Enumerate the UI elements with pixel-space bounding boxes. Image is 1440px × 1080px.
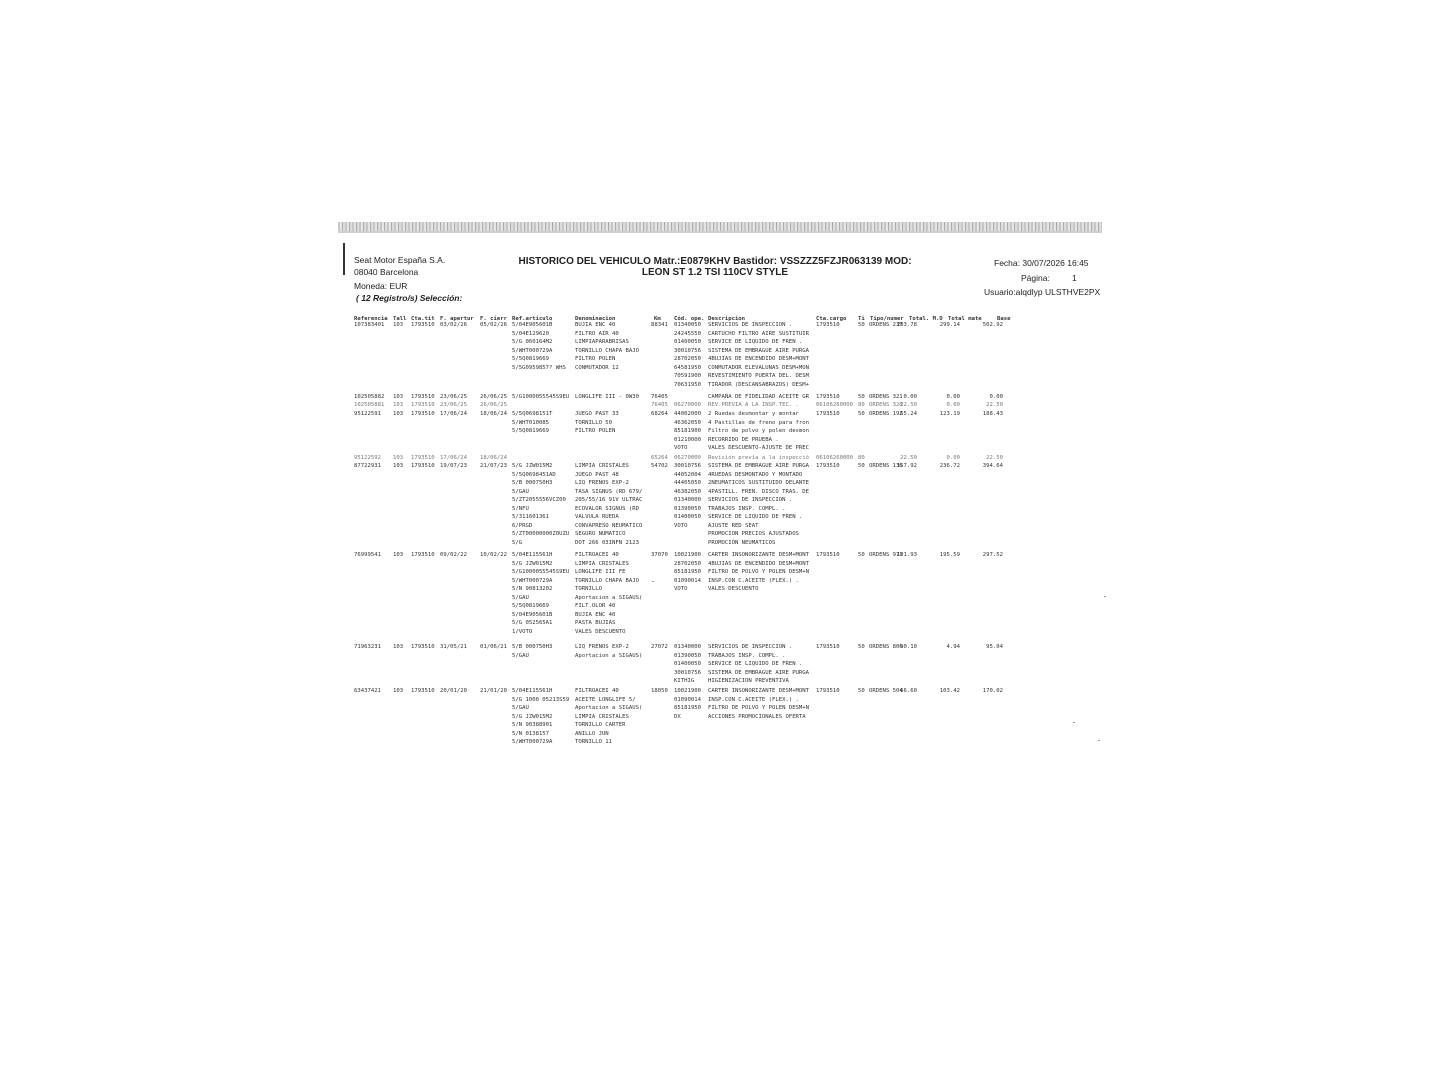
record-desc-line: SERVICE DE LIQUIDO DE FREN . (708, 514, 803, 521)
record-base: 95.04 (986, 644, 1003, 650)
page-label: Página: (1021, 273, 1050, 283)
record-ctacargo: 1793510 (816, 552, 840, 558)
record-ctatit: 1793510 (411, 644, 435, 650)
record-desc-line: RECORRIDO DE PRUEBA . (708, 436, 779, 443)
record-code-line: VOTO (674, 445, 688, 452)
record-ref-line: 5/N 0138157 (512, 730, 550, 737)
record-totalmo: 65.24 (900, 411, 917, 417)
record-tipo: ORDENS 321 (869, 394, 903, 400)
record-denom-line: PASTA BUJIAS (575, 620, 616, 627)
record-ref-line: 5/NFU (512, 505, 529, 512)
record-code-line: 28702050 (674, 356, 701, 363)
record-desc-line: CAMPAÑA DE FIDELIDAD ACEITE GR (708, 394, 810, 400)
record-referencia: 102505882 (354, 394, 385, 400)
record-km: 27072 (651, 644, 668, 650)
record-code-line: 85181950 (674, 705, 701, 712)
record-code-line: VOTO (674, 522, 688, 529)
record-desc-line: TRABAJOS INSP. COMPL. . (708, 505, 786, 512)
record-ti: 50 (858, 688, 865, 694)
record-ti: 80 (858, 402, 865, 408)
record-ref-line: 5/WHT000729A (512, 739, 553, 746)
record-code-line: 01400050 (674, 514, 701, 521)
record-ctacargo: 06106260000 (816, 402, 854, 408)
record-denom-line: FILTRO POLEN (575, 428, 616, 435)
record-fcierr: 21/01/20 (480, 688, 507, 694)
record-denom-line: FILT.OLOR 40 (575, 603, 616, 610)
record-ref-line: 5/G 060164M2 (512, 339, 553, 346)
record-km: 54702 (651, 463, 668, 469)
record-totalmo: 203.78 (896, 322, 917, 328)
record-ref-line: 5/5Q0698151T (512, 411, 553, 417)
record-code-line: 30010756 (674, 669, 701, 676)
record-denom-line: LIMPIA CRISTALES (575, 560, 629, 567)
record-fcierr: 26/06/25 (480, 394, 507, 400)
record-desc-line: AJUSTE RED SEAT (708, 522, 759, 529)
record-ref-line: 5/WHT010085 (512, 419, 550, 426)
record-base: 22.50 (986, 455, 1003, 461)
record-code-line: 01090014 (674, 696, 701, 703)
record-totalmate: 0.00 (946, 455, 960, 461)
record-totalmo: 22.50 (900, 402, 917, 408)
record-denom-line: SEGURO NUMATICO (575, 531, 626, 538)
record-fapertur: 20/01/20 (440, 688, 467, 694)
record-ctacargo: 1793510 (816, 322, 840, 328)
record-referencia: 107383401 (354, 322, 385, 328)
record-fcierr: 18/06/24 (480, 455, 507, 461)
record-ref-line: 5/04E905601B (512, 322, 553, 328)
record-totalmo: 66.60 (900, 688, 917, 694)
scan-speck (1098, 740, 1100, 741)
record-ref-line: 5/G1000055545S9EU (512, 569, 570, 576)
record-fapertur: 31/05/21 (440, 644, 467, 650)
record-code-line: 44405050 (674, 480, 701, 487)
record-desc-line: Revisión previa a la inspecció (708, 455, 810, 461)
record-code-line: 24245550 (674, 330, 701, 337)
record-desc-line: CONMUTADOR ELEVALUNAS DESM+MON (708, 364, 810, 371)
record-tall: 103 (393, 552, 404, 558)
record-ti: 50 (858, 463, 865, 469)
record-desc-line: SERVICIOS DE INSPECCION . (708, 322, 793, 328)
record-denom-line: VALES DESCUENTO (575, 628, 626, 635)
record-km: 37070 (651, 552, 668, 558)
record-denom-line: VALVULA RUEDA (575, 514, 619, 521)
record-desc-line: TIRADOR (DESCANSABRAZOS) DESM+ (708, 381, 810, 388)
record-ref-line: 5/G1000055545S9EU (512, 394, 570, 400)
record-desc-line: CARTER INSONORIZANTE DESM+MONT (708, 688, 810, 694)
record-totalmate: 0.00 (946, 394, 960, 400)
record-ctatit: 1793510 (411, 411, 435, 417)
record-ctacargo: 1793510 (816, 394, 840, 400)
record-code-line: 85181950 (674, 569, 701, 576)
record-tipo: ORDENS 971 (869, 552, 903, 558)
record-code-line: 01400050 (674, 339, 701, 346)
col-f-cierr: F. cierr (480, 316, 507, 322)
record-ref-line: 5/G 1000 05213S59 (512, 696, 570, 703)
record-desc-line: SISTEMA DE EMBRAGUE AIRE PURGA (708, 347, 810, 354)
record-fapertur: 23/06/25 (440, 402, 467, 408)
record-totalmo: 22.50 (900, 455, 917, 461)
record-code-line: 01390050 (674, 652, 701, 659)
page-number: 1 (1072, 273, 1077, 283)
record-desc-line: 2 Ruedas desmontar y montar (708, 411, 799, 417)
col-total-mate: Total mate (948, 316, 982, 322)
record-base: 297.52 (982, 552, 1003, 558)
record-denom-line: LIQ FRENOS EXP-2 (575, 480, 629, 487)
record-fcierr: 18/06/24 (480, 411, 507, 417)
record-fcierr: 05/02/26 (480, 322, 507, 328)
record-desc-line: REVESTIMIENTO PUERTA DEL. DESM (708, 373, 810, 380)
record-ctatit: 1793510 (411, 394, 435, 400)
record-denom-line: 205/55/16 91V ULTRAC (575, 497, 643, 504)
record-totalmate: 123.19 (939, 411, 960, 417)
record-denom-line: BUJIA ENC 40 (575, 611, 616, 618)
record-ref-line: 5/GAU (512, 705, 529, 712)
record-ref-line: 5/N 90388901 (512, 722, 553, 729)
record-denom-line: TORNILLO (575, 586, 602, 593)
record-tall: 103 (393, 411, 404, 417)
record-totalmo: 0.00 (903, 394, 917, 400)
record-tall: 103 (393, 402, 404, 408)
record-fcierr: 26/06/25 (480, 402, 507, 408)
scan-speck (652, 581, 654, 582)
record-base: 394.64 (982, 463, 1003, 469)
record-tall: 103 (393, 455, 404, 461)
record-referencia: 87722931 (354, 463, 381, 469)
record-denom-line: LIMPIAPARABRISAS (575, 339, 629, 346)
record-tipo: ORDENS 806 (869, 644, 903, 650)
record-tipo: ORDENS 136 (869, 463, 903, 469)
record-denom-line: FILTRO POLEN (575, 356, 616, 363)
record-ref-line: 5/04E129620 (512, 330, 550, 337)
record-fcierr: 21/07/23 (480, 463, 507, 469)
record-denom-line: FILTRO AIR 40 (575, 330, 619, 337)
col-referencia: Referencia (354, 316, 388, 322)
record-ref-line: 5/5G0959857? WHS (512, 364, 566, 371)
record-denom-line: TORNILLO 11 (575, 739, 613, 746)
record-fapertur: 19/07/23 (440, 463, 467, 469)
record-tall: 103 (393, 394, 404, 400)
record-ctacargo: 1793510 (816, 688, 840, 694)
record-desc-line: TRABAJOS INSP. COMPL. . (708, 652, 786, 659)
record-desc-line: SERVICE DE LIQUIDO DE FREN . (708, 661, 803, 668)
col-descripcion: Descripcion (708, 316, 746, 322)
record-denom-line: TASA SIGNUS (RD 679/ (575, 488, 643, 495)
record-base: 502.92 (982, 322, 1003, 328)
record-ref-line: 5/311601361 (512, 514, 550, 521)
record-denom-line: TORNILLO 50 (575, 419, 613, 426)
record-ctacargo: 1793510 (816, 644, 840, 650)
record-totalmate: 4.94 (946, 644, 960, 650)
record-desc-line: FILTRO DE POLVO Y POLEN DESM+N (708, 705, 810, 712)
record-tipo: ORDENS 237 (869, 322, 903, 328)
record-ref-line: 5/WHT000729A (512, 577, 553, 584)
col-ti: Ti (858, 316, 865, 322)
record-tipo: ORDENS 504 (869, 688, 903, 694)
record-totalmo: 90.10 (900, 644, 917, 650)
record-code-line: 01340050 (674, 322, 701, 328)
record-code-line: VOTO (674, 586, 688, 593)
record-code-line: 10021900 (674, 688, 701, 694)
record-totalmate: 0.00 (946, 402, 960, 408)
record-desc-line: REV.PREVIA A LA INSP.TEC. . (708, 402, 799, 408)
col-ref-articulo: Ref.articulo (512, 316, 553, 322)
record-ref-line: 5/5Q0819669 (512, 356, 550, 363)
record-ref-line: 5/G (512, 539, 523, 546)
company-name: Seat Motor España S.A. (354, 255, 446, 265)
user-label: Usuario:alqdlyp ULSTHVE2PX (984, 287, 1101, 297)
record-referencia: 102505881 (354, 402, 385, 408)
record-ref-line: 5/WHT000729A (512, 347, 553, 354)
record-ti: 50 (858, 411, 865, 417)
record-ctatit: 1793510 (411, 322, 435, 328)
record-km: 65264 (651, 455, 668, 461)
col-km: Km (654, 316, 661, 322)
col-denominacion: Denominacion (575, 316, 616, 322)
record-denom-line: TORNILLO CHAPA BAJO (575, 577, 639, 584)
record-totalmate: 195.59 (939, 552, 960, 558)
col-total-mo: Total. M.O (909, 316, 943, 322)
record-referencia: 95122592 (354, 455, 381, 461)
record-code-line: 46382050 (674, 488, 701, 495)
record-tipo: ORDENS 192 (869, 411, 903, 417)
title-line-2: LEON ST 1.2 TSI 110CV STYLE (641, 267, 789, 278)
record-denom-line: Aportacion a SIGAUS( (575, 705, 643, 712)
record-base: 22.50 (986, 402, 1003, 408)
col-cta-cargo: Cta.cargo (816, 316, 847, 322)
record-code-line: 85181900 (674, 428, 701, 435)
record-ref-line: 5/GAU (512, 488, 529, 495)
col-cod-ope: Cód. ope. (674, 316, 705, 322)
record-km: 76405 (651, 402, 668, 408)
record-ref-line: 5/G JZW015M2 (512, 560, 553, 567)
record-base: 0.00 (989, 394, 1003, 400)
report-date: Fecha: 30/07/2026 16:45 (994, 258, 1089, 268)
record-base: 170.02 (982, 688, 1003, 694)
record-denom-line: ECOVALOR SIGNUS (RD (575, 505, 639, 512)
record-fapertur: 17/06/24 (440, 411, 467, 417)
record-denom-line: DOT 266 03INFN 2123 (575, 539, 639, 546)
record-totalmate: 299.14 (939, 322, 960, 328)
record-base: 188.43 (982, 411, 1003, 417)
record-km: 18050 (651, 688, 668, 694)
record-denom-line: LONGLIFE III - 0W30 (575, 394, 639, 400)
record-code-line: 46362050 (674, 419, 701, 426)
record-tall: 103 (393, 322, 404, 328)
record-denom-line: ACEITE LONGLIFE 5/ (575, 696, 636, 703)
title-line-1: HISTORICO DEL VEHICULO Matr.:E0879KHV Bastidor: VSSZZZ5FZJR063139 MOD: (518, 256, 912, 267)
record-desc-line: VALES DESCUENTO-AJUSTE DE PREC (708, 445, 810, 452)
record-desc-line: 4BUJIAS DE ENCENDIDO DESM+MONT (708, 560, 810, 567)
record-code-line: 01340000 (674, 497, 701, 504)
record-totalmate: 103.42 (939, 688, 960, 694)
record-ref-line: 6/PRGD (512, 522, 533, 529)
record-ctatit: 1793510 (411, 455, 435, 461)
record-ref-line: 5/G 052565A1 (512, 620, 553, 627)
record-denom-line: TORNILLO CHAPA BAJO (575, 347, 639, 354)
record-fapertur: 03/02/26 (440, 322, 467, 328)
record-ti: 50 (858, 394, 865, 400)
record-totalmate: 236.72 (939, 463, 960, 469)
record-desc-line: 4BUJIAS DE ENCENDIDO DESM+MONT (708, 356, 810, 363)
record-ctatit: 1793510 (411, 552, 435, 558)
record-km: 88341 (651, 322, 668, 328)
record-ref-line: 5/N 90813202 (512, 586, 553, 593)
record-denom-line: JUEGO PAST 48 (575, 471, 619, 478)
record-code-line: 01210000 (674, 436, 701, 443)
record-desc-line: Filtro de polvo y polen desmon (708, 428, 810, 435)
page-left-border (343, 243, 345, 275)
record-denom-line: CONVAPRESO NEUMATICO (575, 522, 643, 529)
col-f-apertur: F. apertur (440, 316, 474, 322)
record-desc-line: VALES DESCUENTO (708, 586, 759, 593)
record-referencia: 95122591 (354, 411, 381, 417)
record-ti: 50 (858, 644, 865, 650)
record-desc-line: 4 Pastillas de freno para fron (708, 419, 810, 426)
record-ctacargo: 1793510 (816, 411, 840, 417)
record-tall: 103 (393, 688, 404, 694)
record-desc-line: SISTEMA DE EMBRAGUE AIRE PURGA (708, 669, 810, 676)
record-km: 76405 (651, 394, 668, 400)
record-denom-line: LIMPIA CRISTALES (575, 713, 629, 720)
record-ctatit: 1793510 (411, 463, 435, 469)
record-code-line: 28702050 (674, 560, 701, 567)
record-tall: 103 (393, 463, 404, 469)
record-ref-line: 5/GAU (512, 594, 529, 601)
record-ti: 50 (858, 322, 865, 328)
currency-label: Moneda: EUR (354, 281, 408, 291)
record-code-line: 06270000 (674, 455, 701, 461)
record-code-line: 01340000 (674, 644, 701, 650)
record-code-line: 44052004 (674, 471, 701, 478)
record-ctacargo: 06106260000 (816, 455, 854, 461)
scan-speck (1104, 596, 1106, 597)
record-referencia: 63437421 (354, 688, 381, 694)
record-referencia: 76999541 (354, 552, 381, 558)
scan-top-edge-line (338, 231, 1102, 233)
record-code-line: 10021900 (674, 552, 701, 558)
record-code-line: 01400050 (674, 661, 701, 668)
record-ref-line: 5/04E115561H (512, 552, 553, 558)
selection-label: ( 12 Registro/s) Selección: (356, 293, 463, 303)
record-tipo: ORDENS 320 (869, 402, 903, 408)
record-ref-line: 5/B 000750H3 (512, 644, 553, 650)
record-desc-line: CARTUCHO FILTRO AIRE SUSTITUIR (708, 330, 810, 337)
record-denom-line: TORNILLO CARTER (575, 722, 626, 729)
record-desc-line: 4PASTILL. FREN. DISCO TRAS. DE (708, 488, 810, 495)
record-desc-line: FILTRO DE POLVO Y POLEN DESM+N (708, 569, 810, 576)
record-code-line: 70591900 (674, 373, 701, 380)
record-desc-line: ACCIONES PROMOCIONALES OFERTA (708, 713, 806, 720)
record-totalmo: 101.93 (896, 552, 917, 558)
record-code-line: 01390050 (674, 505, 701, 512)
record-denom-line: LIMPIA CRISTALES (575, 463, 629, 469)
record-code-line: 70631950 (674, 381, 701, 388)
record-desc-line: SISTEMA DE EMBRAGUE AIRE PURGA (708, 463, 810, 469)
record-totalmo: 157.92 (896, 463, 917, 469)
record-ref-line: 5/G JZW015M2 (512, 463, 553, 469)
record-denom-line: CONMUTADOR 12 (575, 364, 619, 371)
record-denom-line: FILTROACEI 40 (575, 688, 619, 694)
record-denom-line: Aportacion a SIGAUS( (575, 594, 643, 601)
scan-speck (1073, 722, 1075, 723)
record-denom-line: Aportacion a SIGAUS( (575, 652, 643, 659)
record-fapertur: 09/02/22 (440, 552, 467, 558)
record-ref-line: 5/5Q0698451AD (512, 471, 556, 478)
page-title (500, 256, 930, 278)
record-denom-line: LONGLIFE III FE (575, 569, 626, 576)
record-fapertur: 17/06/24 (440, 455, 467, 461)
col-base: Base (997, 316, 1011, 322)
record-fapertur: 23/06/25 (440, 394, 467, 400)
record-ref-line: 5/G JZW015M2 (512, 713, 553, 720)
record-ctacargo: 1793510 (816, 463, 840, 469)
record-code-line: 64581950 (674, 364, 701, 371)
record-ref-line: 5/GAU (512, 652, 529, 659)
record-code-line: 44002000 (674, 411, 701, 417)
company-city: 08040 Barcelona (354, 267, 419, 277)
record-denom-line: ANILLO JUN (575, 730, 609, 737)
record-ti: 80 (858, 455, 865, 461)
record-km: 68264 (651, 411, 668, 417)
record-referencia: 71963231 (354, 644, 381, 650)
record-desc-line: PROMOCION PRECIOS AJUSTADOS (708, 531, 799, 538)
record-ctatit: 1793510 (411, 688, 435, 694)
record-denom-line: FILTROACEI 40 (575, 552, 619, 558)
record-desc-line: 4RUEDAS DESMONTADO Y MONTADO (708, 471, 803, 478)
record-code-line: 01090014 (674, 577, 701, 584)
record-ref-line: 5/B 000750H3 (512, 480, 553, 487)
record-tall: 103 (393, 644, 404, 650)
col-tipo-numer: Tipo/numer (870, 316, 904, 322)
col-tall: Tall (393, 316, 407, 322)
record-desc-line: SERVICIOS DE INSPECCION . (708, 644, 793, 650)
record-code-line: KITHIG (674, 678, 695, 685)
record-desc-line: CARTER INSONORIZANTE DESM+MONT (708, 552, 810, 558)
record-ref-line: 5/ZT2055556VCZ00 (512, 497, 566, 504)
record-ref-line: 5/ZT00000000Z0UZU (512, 531, 570, 538)
record-fcierr: 01/06/21 (480, 644, 507, 650)
record-fcierr: 10/02/22 (480, 552, 507, 558)
record-code-line: 30010756 (674, 463, 701, 469)
record-desc-line: SERVICIOS DE INSPECCION . (708, 497, 793, 504)
record-desc-line: HIGIENIZACION PREVENTIVA (708, 678, 789, 685)
record-ref-line: 5/5Q0819669 (512, 603, 550, 610)
record-ref-line: 5/5Q0819669 (512, 428, 550, 435)
col-cta-tit: Cta.tit (411, 316, 435, 322)
record-desc-line: INSP.CON C.ACEITE (FLEX.) . (708, 577, 799, 584)
record-denom-line: JUEGO PAST 33 (575, 411, 619, 417)
record-code-line: 06270000 (674, 402, 701, 408)
scan-top-edge (338, 222, 1102, 231)
record-denom-line: LIQ FRENOS EXP-2 (575, 644, 629, 650)
record-ctatit: 1793510 (411, 402, 435, 408)
record-code-line: 30010756 (674, 347, 701, 354)
record-desc-line: INSP.CON C.ACEITE (FLEX.) . (708, 696, 799, 703)
record-desc-line: SERVICE DE LIQUIDO DE FREN . (708, 339, 803, 346)
record-ti: 50 (858, 552, 865, 558)
record-desc-line: PROMOCIÓN NEUMATICOS (708, 539, 776, 546)
record-ref-line: 5/04E905601B (512, 611, 553, 618)
record-desc-line: 2NEUMATICOS SUSTITUIDO DELANTE (708, 480, 810, 487)
record-code-line: DX (674, 713, 681, 720)
record-ref-line: 1/VOTO (512, 628, 533, 635)
record-denom-line: BUJIA ENC 40 (575, 322, 616, 328)
record-ref-line: 5/04E115561H (512, 688, 553, 694)
